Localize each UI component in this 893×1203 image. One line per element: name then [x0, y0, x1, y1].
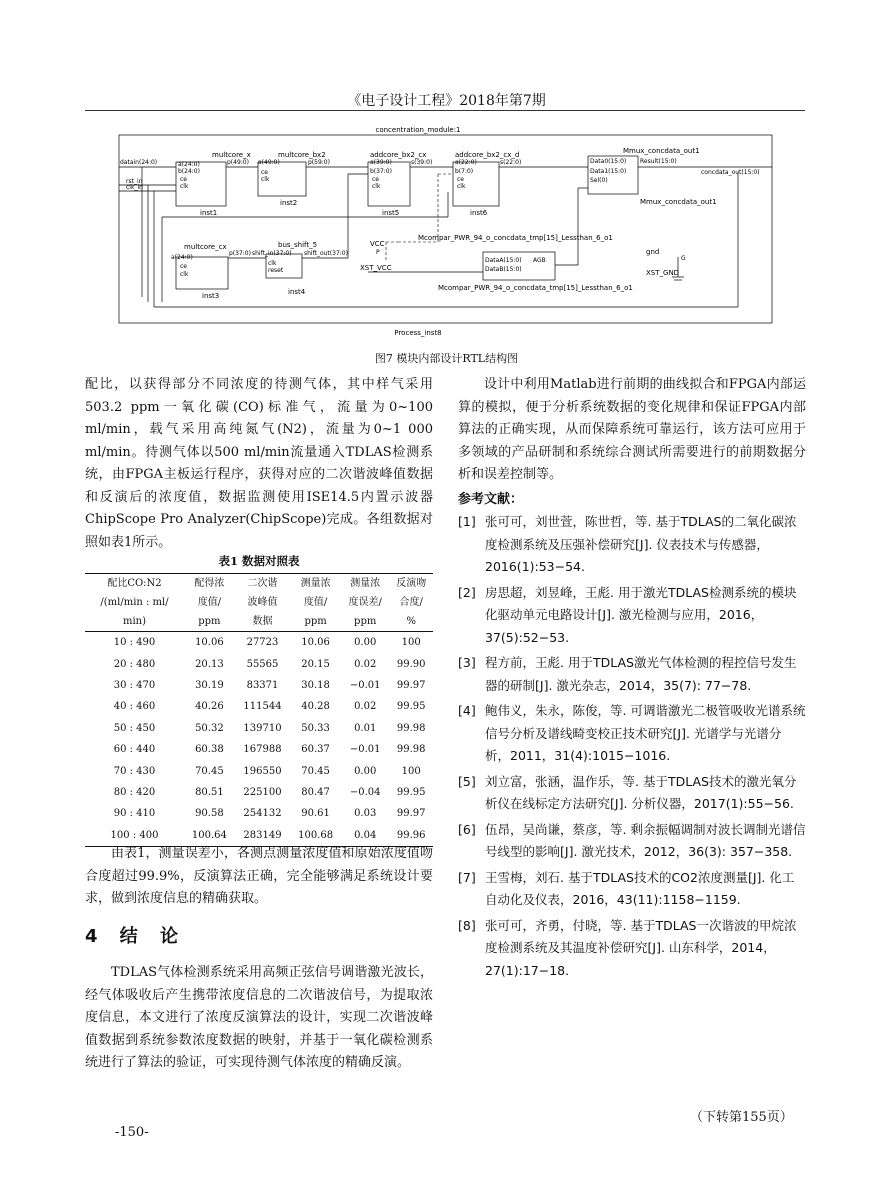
table-cell: −0.01: [349, 744, 381, 756]
gnd-label: gnd: [646, 248, 660, 256]
table-cell: 100: [401, 637, 421, 649]
table-header-cell: 数据: [235, 612, 290, 632]
bs-reset-port: reset: [268, 267, 284, 274]
reference-text: 伍昂，吴尚谦，蔡彦，等. 剩余振幅调制对波长调制光谱信号线型的影响[J]. 激光技术，2012，36(3): 357−358.: [485, 821, 806, 859]
bs-out-port: shift_out(37:0): [304, 250, 348, 257]
table-cell: 0.00: [354, 765, 377, 777]
table-cell: 50.32: [195, 722, 224, 734]
mx-a-port: a(24:0): [178, 161, 200, 168]
mc-p-port: p(37:0): [229, 250, 251, 257]
cmp-a-port: DataA(15:0): [485, 257, 522, 264]
inst3-label: inst3: [202, 292, 220, 300]
ad-clk-port: clk: [457, 183, 466, 190]
cmp-b-port: DataB(15:0): [485, 266, 522, 273]
mm-res-port: Result(15:0): [640, 158, 677, 165]
journal-header: 《电子设计工程》2018年第7期: [347, 93, 546, 109]
table-header-cell: 测量浓: [290, 574, 341, 594]
table-cell: 0.03: [354, 808, 377, 820]
inst2-label: inst2: [280, 199, 298, 207]
table-row: [85, 675, 433, 696]
datain-label: datain(24:0): [120, 159, 158, 166]
table-row: [85, 782, 433, 803]
table-row: [85, 760, 433, 781]
multcore-x-label: multcore_x: [212, 151, 251, 159]
table-header-cell: 合度/: [399, 597, 423, 608]
table-header-cell: ppm: [290, 612, 341, 632]
table-cell: 100 : 400: [85, 825, 184, 847]
table-cell: 254132: [243, 808, 282, 820]
table-cell: 40.28: [301, 701, 330, 713]
inst5-label: inst5: [382, 209, 400, 217]
continued-note: （下转第155页）: [690, 1110, 793, 1125]
table-cell: 100.68: [290, 825, 341, 847]
table-cell: 99.90: [396, 658, 426, 670]
table-header-cell: 二次谐: [235, 574, 290, 594]
ac-a-port: a(39:0): [370, 159, 392, 166]
section-heading: 4 结 论: [85, 926, 187, 947]
rst-in-label: rst_in: [126, 178, 143, 185]
table-cell: 80 : 420: [113, 786, 156, 798]
table-header-cell: 测量浓: [341, 574, 389, 594]
table-cell: 283149: [235, 825, 290, 847]
table-row: [85, 696, 433, 717]
table-cell: 27723: [246, 637, 279, 649]
bs-in-port: shift_in(37:0): [252, 250, 292, 257]
mmux-bottom-label: Mmux_concdata_out1: [640, 198, 717, 206]
mc-a-port: a(24:0): [171, 254, 193, 261]
page-number: -150-: [115, 1125, 149, 1140]
table-cell: 90.58: [195, 808, 224, 820]
table-cell: 20 : 480: [113, 658, 156, 670]
reference-item: [458, 819, 806, 864]
reference-text: 张可可，刘世萱，陈世哲，等. 基于TDLAS的二氧化碳浓度检测系统及压强补偿研究[J]. 仪表技术与传感器，2016(1):53−54.: [485, 514, 797, 574]
mb-p-port: p(59:0): [308, 159, 330, 166]
mcompar-bottom-label: Mcompar_PWR_94_o_concdata_tmp[15]_Lessthan_6_o1: [438, 284, 633, 292]
reference-item: [458, 867, 806, 912]
xst-gnd-label: XST_GND: [646, 269, 680, 277]
clk-in-label: clk_in: [126, 184, 143, 191]
table-cell: 40.26: [195, 701, 224, 713]
table-cell: 99.96: [389, 825, 433, 847]
cmp-agb-port: AGB: [533, 257, 546, 264]
table-cell: 90.61: [301, 808, 330, 820]
reference-text: 张可可，齐勇，付晓，等. 基于TDLAS一次谐波的甲烷浓度检测系统及其温度补偿研究[J]. 山东科学，2014，27(1):17−18.: [485, 917, 797, 978]
ad-b-port: b(7:0): [455, 168, 474, 175]
table-cell: 225100: [243, 786, 282, 798]
bus-shift-5-label: bus_shift_5: [278, 241, 318, 249]
ac-b-port: b(37:0): [370, 168, 392, 175]
reference-number: [8]: [458, 917, 476, 933]
paragraph: 设计中利用Matlab进行前期的曲线拟合和FPGA内部运算的模拟，便于分析系统数据的变化规律和保证FPGA内部算法的正确实现，从而保障系统可靠运行，该方法可应用于多领域的产品研制和系统综合测试所需要进行的前期数据分析和误差控制等。: [458, 377, 806, 482]
left-column-para1: [85, 374, 433, 554]
reference-number: [1]: [458, 514, 476, 529]
mx-b-port: b(24:0): [178, 168, 200, 175]
concdata-out-label: concdata_out(15:0): [701, 169, 760, 176]
table-cell: 99.98: [396, 722, 426, 734]
table-header-cell: ppm: [184, 612, 235, 632]
reference-text: 刘立富，张涵，温作乐，等. 基于TDLAS技术的激光氧分析仪在线标定方法研究[J]. 分析仪器，2017(1):55−56.: [485, 773, 797, 811]
reference-number: [3]: [458, 655, 476, 670]
inst6-label: inst6: [470, 209, 488, 217]
mc-clk-port: clk: [180, 271, 189, 278]
mm-sel-port: Sel(0): [590, 177, 608, 184]
reference-item: [458, 652, 806, 697]
addcore-bx2-cx-label: addcore_bx2_cx: [370, 151, 427, 159]
table-cell: 40 : 460: [113, 701, 156, 713]
ac-s-port: s(39:0): [411, 159, 433, 166]
table-cell: 20.13: [195, 658, 224, 670]
table-cell: 10 : 490: [113, 637, 156, 649]
table-header-cell: min): [85, 612, 184, 632]
reference-item: [458, 582, 806, 650]
module-title: concentration_module:1: [375, 126, 461, 134]
mm-d0-port: Data0(15:0): [590, 158, 627, 165]
table-cell: 20.15: [301, 658, 330, 670]
table-cell: 196550: [243, 765, 282, 777]
paragraph: 由表1，测量误差小，各测点测量浓度值和原始浓度值吻合度超过99.9%，反演算法正确，完全能够满足系统设计要求，做到浓度信息的精确获取。: [85, 846, 433, 906]
table-cell: −0.04: [349, 786, 381, 798]
table-cell: 99.97: [396, 679, 426, 691]
table-header-cell: 配得浓: [184, 574, 235, 594]
table-cell: 80.47: [301, 786, 330, 798]
addcore-bx2-cx-d-label: addcore_bx2_cx_d: [455, 151, 520, 159]
table-cell: 0.00: [354, 637, 377, 649]
process-label: Process_inst8: [394, 329, 442, 337]
table-cell: 80.51: [195, 786, 224, 798]
multcore-cx-label: multcore_cx: [184, 243, 227, 251]
mb-clk-port: clk: [261, 176, 270, 183]
reference-number: [4]: [458, 703, 476, 718]
table-cell: 100.64: [184, 825, 235, 847]
reference-text: 鲍伟义，朱永，陈俊，等. 可调谐激光二极管吸收光谱系统信号分析及谱线畸变校正技术研究[J]. 光谱学与光谱分析，2011，31(4):1015−1016.: [485, 703, 806, 763]
left-column-para2: [85, 843, 433, 911]
table-header-cell: 度值/: [303, 597, 328, 608]
table-header-cell: 度误差/: [348, 597, 382, 608]
table-cell: 30 : 470: [113, 679, 156, 691]
data-table: [85, 573, 433, 847]
table-cell: 139710: [243, 722, 282, 734]
paragraph: 配比，以获得部分不同浓度的待测气体，其中样气采用503.2 ppm一氧化碳(CO)标准气，流量为0~100 ml/min，载气采用高纯氮气(N2)，流量为0~1 000 ml/min。待测气体以500 ml/min流量通入TDLAS检测系统，由FPGA主板运行程序，获得对应的二次谐波峰值数据和反演后的浓度值，数据监测使用ISE14.5内置示波器ChipScope Pro Analyzer(ChipScope)完成。各组数据对照如表1所示。: [85, 377, 433, 550]
mb-ce-port: ce: [261, 169, 268, 176]
reference-text: 王雪梅，刘石. 基于TDLAS技术的CO2浓度测量[J]. 化工自动化及仪表，2016，43(11):1158−1159.: [485, 869, 795, 907]
table-cell: 99.98: [396, 744, 426, 756]
table-cell: 167988: [243, 744, 282, 756]
reference-number: [2]: [458, 584, 476, 600]
mb-a-port: a(49:0): [258, 159, 280, 166]
table-header-cell: /(ml/min : ml/: [100, 597, 169, 608]
table-cell: 0.02: [354, 658, 377, 670]
table-cell: 111544: [243, 701, 282, 713]
table-header-cell: %: [389, 612, 433, 632]
table-row: [85, 718, 433, 739]
mx-p-port: p(49:0): [227, 159, 249, 166]
table-cell: 83371: [246, 679, 279, 691]
table-row: [85, 739, 433, 760]
reference-number: [7]: [458, 869, 476, 885]
left-column-para3: [85, 962, 433, 1075]
table-cell: 0.04: [341, 825, 389, 847]
reference-text: 房思超，刘昱峰，王彪. 用于激光TDLAS检测系统的模块化驱动单元电路设计[J]. 激光检测与应用，2016，37(5):52−53.: [485, 584, 797, 645]
figure-caption: 图7 模块内部设计RTL结构图: [374, 352, 519, 365]
table-header-cell: 配比CO:N2: [85, 574, 184, 594]
table-row: [85, 632, 433, 654]
mx-ce-port: ce: [180, 176, 187, 183]
table-header-cell: 反演吻: [389, 574, 433, 594]
table-cell: 99.95: [396, 701, 426, 713]
reference-number: [5]: [458, 773, 476, 789]
vcc-label: VCC: [370, 240, 385, 248]
table-row: [85, 803, 433, 824]
g-label: G: [681, 255, 686, 262]
table-header-cell: ppm: [341, 612, 389, 632]
table-cell: 55565: [246, 658, 279, 670]
table-cell: 60.38: [195, 744, 224, 756]
references-heading: 参考文献：: [458, 491, 524, 507]
table-cell: 100: [401, 765, 421, 777]
reference-item: [458, 700, 806, 768]
mmux-top-label: Mmux_concdata_out1: [623, 147, 700, 155]
table-cell: 99.95: [396, 786, 426, 798]
ad-ce-port: ce: [457, 176, 464, 183]
paragraph: TDLAS气体检测系统采用高频正弦信号调谐激光波长，经气体吸收后产生携带浓度信息的二次谐波信号，为提取浓度信息，本文进行了浓度反演算法的设计，实现二次谐波峰值数据到系统参数浓度数据的映射，并基于一氧化碳检测系统进行了算法的验证，可实现待测气体浓度的精确反演。: [85, 965, 433, 1070]
table-cell: −0.01: [349, 679, 381, 691]
reference-item: [458, 915, 806, 983]
reference-list: [458, 511, 806, 982]
table-cell: 70.45: [195, 765, 224, 777]
reference-item: [458, 771, 806, 816]
mm-d1-port: Data1(15:0): [590, 168, 627, 175]
table-cell: 30.19: [195, 679, 224, 691]
right-column: [458, 374, 806, 985]
reference-text: 程方前，王彪. 用于TDLAS激光气体检测的程控信号发生器的研制[J]. 激光杂志，2014，35(7): 77−78.: [485, 655, 797, 693]
ac-clk-port: clk: [372, 183, 381, 190]
table-cell: 90 : 410: [113, 808, 156, 820]
table-cell: 50 : 450: [113, 722, 156, 734]
bs-clk-port: clk: [268, 260, 277, 267]
table-cell: 50.33: [301, 722, 330, 734]
multcore-bx2-label: multcore_bx2: [278, 151, 326, 159]
rtl-diagram: [118, 122, 773, 342]
header-rule: [85, 110, 805, 111]
xst-vcc-label: XST_VCC: [360, 264, 392, 272]
table-cell: 60.37: [301, 744, 330, 756]
mc-ce-port: ce: [180, 263, 187, 270]
vcc-p-port: P: [376, 249, 380, 256]
mx-clk-port: clk: [180, 183, 189, 190]
ad-s-port: s(22:0): [500, 159, 522, 166]
table-cell: 99.97: [396, 808, 426, 820]
table-cell: 30.18: [301, 679, 330, 691]
reference-number: [6]: [458, 821, 476, 837]
table-cell: 70 : 430: [113, 765, 156, 777]
table-cell: 70.45: [301, 765, 330, 777]
ac-ce-port: ce: [372, 176, 379, 183]
ad-a-port: a(22:0): [455, 159, 477, 166]
table-cell: 0.02: [354, 701, 377, 713]
table-cell: 10.06: [195, 637, 224, 649]
mcompar-top-label: Mcompar_PWR_94_o_concdata_tmp[15]_Lessthan_6_o1: [418, 234, 613, 242]
table-row: [85, 653, 433, 674]
table-title: 表1 数据对照表: [218, 554, 300, 568]
table-cell: 60 : 440: [113, 744, 156, 756]
inst4-label: inst4: [288, 288, 306, 296]
table-cell: 10.06: [301, 637, 330, 649]
table-header-cell: 波峰值: [247, 597, 278, 608]
table-cell: 0.01: [354, 722, 377, 734]
reference-item: [458, 511, 806, 579]
table-header-cell: 度值/: [197, 597, 222, 608]
inst1-label: inst1: [200, 209, 218, 217]
